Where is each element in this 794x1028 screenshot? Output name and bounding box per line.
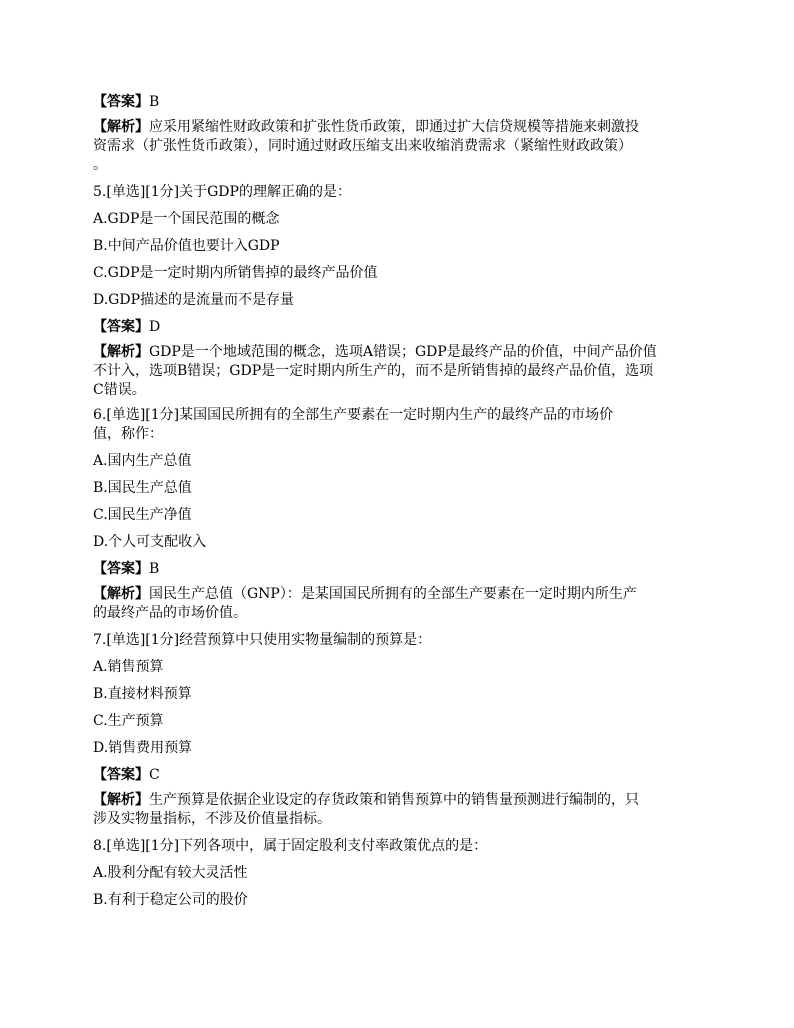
- analysis-block: [93, 791, 713, 829]
- option-a: A.GDP是一个国民范围的概念: [93, 211, 280, 227]
- answer-line: [93, 765, 713, 785]
- question-line: 6.[单选][1分]某国国民所拥有的全部生产要素在一定时期内生产的最终产品的市场价: [93, 407, 614, 423]
- analysis-line: 涉及实物量指标，不涉及价值量指标。: [93, 811, 331, 827]
- option-d: D.GDP描述的是流量而不是存量: [93, 292, 295, 308]
- answer-tag: 【答案】: [93, 319, 149, 335]
- analysis-line: C错误。: [93, 382, 146, 398]
- answer-value: D: [149, 319, 161, 335]
- question-line: 值，称作：: [93, 426, 163, 442]
- analysis-block: [93, 118, 713, 175]
- analysis-text: 国民生产总值（GNP）：是某国国民所拥有的全部生产要素在一定时期内所生产: [149, 586, 637, 602]
- option-b: B.直接材料预算: [93, 686, 192, 702]
- analysis-text: 应采用紧缩性财政政策和扩张性货币政策，即通过扩大信贷规模等措施来刺激投: [149, 119, 639, 135]
- option-c: C.GDP是一定时期内所销售掉的最终产品价值: [93, 265, 378, 281]
- answer-value: C: [149, 767, 160, 783]
- option-a: A.股利分配有较大灵活性: [93, 865, 248, 881]
- option-b: B.有利于稳定公司的股价: [93, 892, 248, 908]
- option-a: A.国内生产总值: [93, 453, 192, 469]
- question-stem: 7.[单选][1分]经营预算中只使用实物量编制的预算是：: [93, 632, 432, 648]
- analysis-line: [93, 585, 713, 604]
- analysis-block: [93, 585, 713, 623]
- option-d: D.个人可支配收入: [93, 534, 207, 550]
- analysis-tag: 【解析】: [93, 119, 149, 135]
- option-d: D.销售费用预算: [93, 740, 193, 756]
- option-b: B.中间产品价值也要计入GDP: [93, 238, 280, 254]
- analysis-tag: 【解析】: [93, 344, 149, 360]
- question-stem: 5.[单选][1分]关于GDP的理解正确的是：: [93, 184, 351, 200]
- option-c: C.国民生产净值: [93, 507, 192, 523]
- answer-tag: 【答案】: [93, 767, 149, 783]
- answer-tag: 【答案】: [93, 94, 149, 110]
- analysis-line: 。: [93, 157, 107, 173]
- analysis-text: 生产预算是依据企业设定的存货政策和销售预算中的销售量预测进行编制的，只: [149, 792, 639, 808]
- analysis-tag: 【解析】: [93, 586, 149, 602]
- answer-value: B: [149, 561, 160, 577]
- answer-value: B: [149, 94, 160, 110]
- document-content: [93, 92, 713, 910]
- analysis-line: [93, 118, 713, 137]
- option-a: A.销售预算: [93, 659, 164, 675]
- analysis-tag: 【解析】: [93, 792, 149, 808]
- analysis-line: 资需求（扩张性货币政策），同时通过财政压缩支出来收缩消费需求（紧缩性财政政策）: [93, 138, 632, 154]
- question-stem: 8.[单选][1分]下列各项中，属于固定股利支付率政策优点的是：: [93, 838, 488, 854]
- answer-tag: 【答案】: [93, 561, 149, 577]
- answer-line: [93, 92, 713, 112]
- analysis-line: 的最终产品的市场价值。: [93, 605, 247, 621]
- option-c: C.生产预算: [93, 713, 164, 729]
- analysis-line: 不计入，选项B错误；GDP是一定时期内所生产的，而不是所销售掉的最终产品价值，选项: [93, 363, 654, 379]
- option-b: B.国民生产总值: [93, 480, 192, 496]
- analysis-block: [93, 343, 713, 400]
- answer-line: [93, 559, 713, 579]
- question-stem: [93, 406, 713, 444]
- analysis-line: [93, 343, 713, 362]
- analysis-line: [93, 791, 713, 810]
- answer-line: [93, 317, 713, 337]
- analysis-text: GDP是一个地域范围的概念，选项A错误；GDP是最终产品的价值，中间产品价值: [149, 344, 657, 360]
